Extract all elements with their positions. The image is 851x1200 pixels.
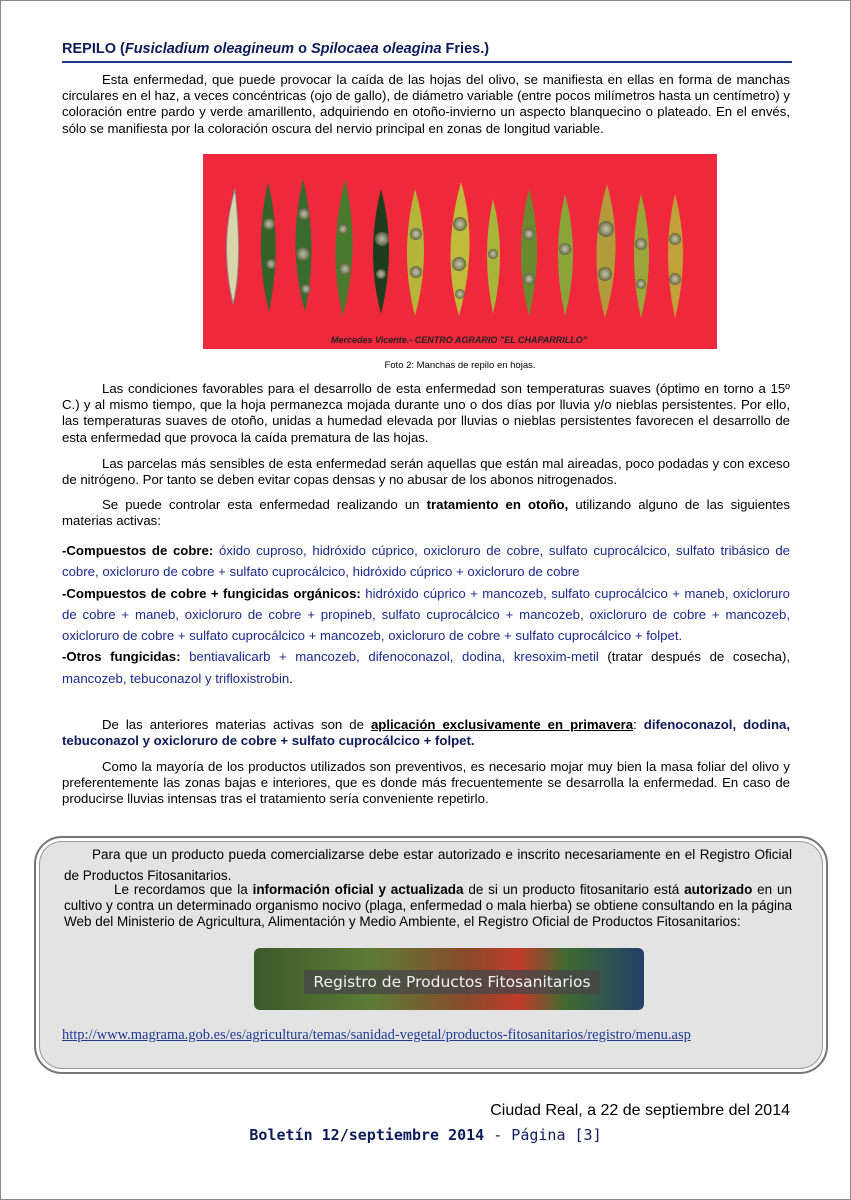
spring-paragraph: De las anteriores materias activas son de aplicación exclusivamente en primavera: difenoconazol, dodina, tebuconazol y oxicloruro de cobre + sulfato cuprocálcico + folpet. xyxy=(62,717,790,749)
preventive-paragraph: Como la mayoría de los productos utilizados son preventivos, es necesario mojar muy bien la masa foliar del olivo y preferentemente las zonas bajas e interiores, que es donde más frecuentemente se desarrolla la enfermedad. En caso de producirse lluvias intensas tras el tratamiento sería conveniente repetirlo. xyxy=(62,759,790,807)
registry-intro: Para que un producto pueda comercializarse debe estar autorizado e inscrito necesariamente en el Registro Oficial de Productos Fitosanitarios. xyxy=(64,847,792,883)
photo-caption: Foto 2: Manchas de repilo en hojas. xyxy=(384,360,536,371)
page-footer: Boletín 12/septiembre 2014 - Página [3] xyxy=(249,1126,602,1144)
registry-url-link[interactable]: http://www.magrama.gob.es/es/agricultura/temas/sanidad-vegetal/productos-fitosanitarios/registro/menu.asp xyxy=(62,1027,691,1043)
registry-banner-link[interactable] xyxy=(254,948,644,1010)
registry-banner-label: Registro de Productos Fitosanitarios xyxy=(304,970,600,994)
spring-only-label: aplicación exclusivamente en primavera xyxy=(370,717,634,732)
treatments-list xyxy=(62,540,790,689)
control-paragraph: Se puede controlar esta enfermedad realizando un tratamiento en otoño, utilizando alguno de las siguientes materias activas: xyxy=(62,497,790,529)
intro-paragraph: Esta enfermedad, que puede provocar la caída de las hojas del olivo, se manifiesta en ellas en forma de manchas circulares en el haz, a veces concéntricas (ojo de gallo), de diámetro variable (entre pocos milímetros hasta un centímetro) y coloración entre pardo y verde amarillento, adquiriendo en otoño-invierno un aspecto blanquecino o plateado. En el envés, sólo se manifiesta por la coloración oscura del nervio principal en zonas de longitud variable. xyxy=(62,72,790,136)
photo-credit: Mercedes Vicente.- CENTRO AGRARIO "EL CHAPARRILLO" xyxy=(331,335,588,345)
repilo-spots xyxy=(263,208,681,299)
treatment-copper-organic: -Compuestos de cobre + fungicidas orgánicos: hidróxido cúprico + mancozeb, sulfato cuprocálcico + maneb, oxicloruro de cobre + maneb, oxicloruro de cobre + propineb, sulfato cuprocálcico + mancozeb, oxicloruro de cobre + mancozeb, oxicloruro de cobre + sulfato cuprocálcico + mancozeb, oxicloruro de cobre + sulfato cuprocálcico + folpet. xyxy=(62,585,790,644)
scientific-name-1: Fusicladium oleagineum xyxy=(124,41,295,57)
conditions-paragraph: Las condiciones favorables para el desarrollo de esta enfermedad son temperaturas suaves (óptimo en torno a 15º C.) y al mismo tiempo, que la hoja permanezca mojada durante uno o dos días por lluvia y/o nieblas persistentes. Por ello, las temperaturas suaves de otoño, unidas a humedad elevada por lluvias o nieblas persistentes favorecen el desarrollo de esta enfermedad que provoca la caída prematura de las hojas. xyxy=(62,381,790,445)
treatment-other: -Otros fungicidas: bentiavalicarb + mancozeb, difenoconazol, dodina, kresoxim-metil (tratar después de cosecha), mancozeb, tebuconazol y trifloxistrobin. xyxy=(62,649,790,686)
leaf-group xyxy=(226,179,683,318)
section-heading: REPILO (Fusicladium oleagineum o Spilocaea oleagina Fries.) xyxy=(62,41,792,63)
registry-reminder: Le recordamos que la información oficial y actualizada de si un producto fitosanitario está autorizado en un cultivo y contra un determinado organismo nocivo (plaga, enfermedad o mala hierba) se obtiene consultando en la página Web del Ministerio de Agricultura, Alimentación y Medio Ambiente, el Registro Oficial de Productos Fitosanitarios: xyxy=(64,882,792,929)
olive-leaves-photo xyxy=(203,154,717,349)
leaves-illustration xyxy=(203,154,717,349)
scientific-name-2: Spilocaea oleagina xyxy=(310,41,442,57)
place-date: Ciudad Real, a 22 de septiembre del 2014 xyxy=(490,1102,790,1119)
plots-paragraph: Las parcelas más sensibles de esta enfermedad serán aquellas que están mal aireadas, poco podadas y con exceso de nitrógeno. Por tanto se deben evitar copas densas y no abusar de los abonos nitrogenados. xyxy=(62,456,790,488)
treatment-copper: -Compuestos de cobre: óxido cuproso, hidróxido cúprico, oxicloruro de cobre, sulfato cuprocálcico, sulfato tribásico de cobre, oxicloruro de cobre + sulfato cuprocálcico, hidróxido cúprico + oxicloruro de cobre xyxy=(62,543,790,580)
